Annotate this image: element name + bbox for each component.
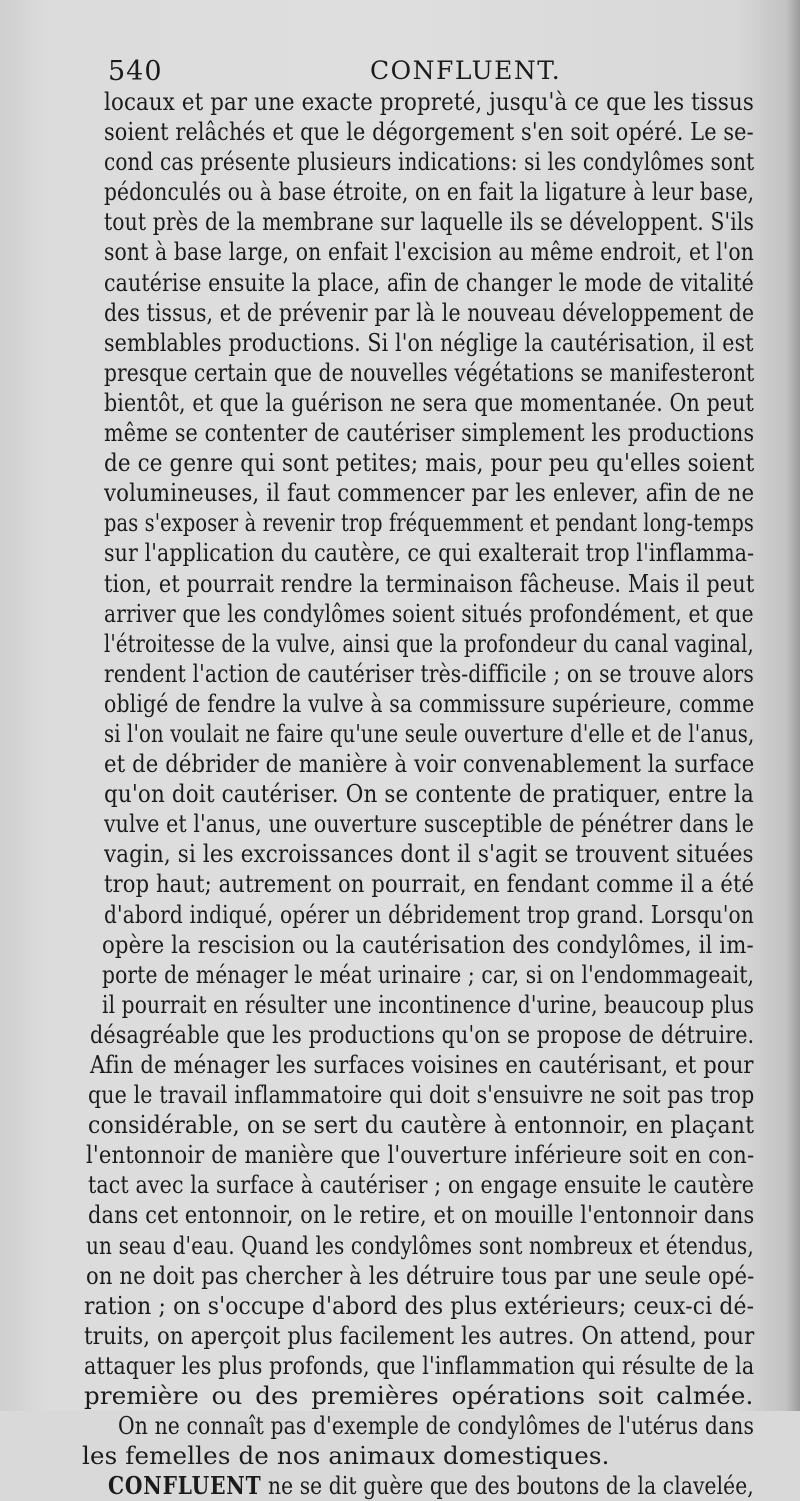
text-line-content: On ne connaît pas d'exemple de condylômes de l'utérus dans <box>118 1411 755 1441</box>
text-line-content: qu'on doit cautériser. On se contente de pratiquer, entre la <box>104 779 754 809</box>
text-line <box>87 508 755 538</box>
text-line <box>86 628 754 659</box>
text-line <box>85 478 755 508</box>
text-line-content: pas s'exposer à revenir trop fréquemment et pendant long-temps <box>104 508 755 538</box>
body-text <box>82 87 772 1501</box>
text-line-content: soient relâchés et que le dégorgement s'en soit opéré. Le se- <box>104 117 754 147</box>
text-line-content: on ne doit pas chercher à les détruire tous par une seule opé- <box>86 1260 755 1290</box>
running-head <box>104 52 764 88</box>
text-line <box>85 779 754 809</box>
text-line <box>86 598 754 629</box>
text-line <box>85 749 755 779</box>
text-line-content: un seau d'eau. Quand les condylômes sont nombreux et étendus, <box>86 1230 754 1260</box>
text-line-content: tion, et pourrait rendre la terminaison fâcheuse. Mais il peut <box>104 568 755 598</box>
text-line <box>85 448 755 478</box>
text-line-content: cond cas présente plusieurs indications: si les condylômes sont <box>104 147 755 177</box>
text-line-content: arriver que les condylômes soient situés profondément, et que <box>104 598 754 628</box>
text-line-content: les femelles de nos animaux domestiques. <box>82 1441 610 1471</box>
text-line-content: rendent l'action de cautériser très-difficile ; on se trouve alors <box>104 658 754 688</box>
text-line-content: opère la rescision ou la cautérisation des condylômes, il im- <box>102 929 754 959</box>
text-line-content: même se contenter de cautériser simplement les productions <box>104 418 755 448</box>
text-line <box>82 1381 772 1411</box>
text-line-content: sont à base large, on enfait l'excision au même endroit, et l'on <box>104 237 755 267</box>
text-line <box>82 1350 755 1381</box>
text-line-content: première ou des premières opérations soit calmée. <box>84 1381 754 1411</box>
text-line-content: vagin, si les excroissances dont il s'agit se trouvent situées <box>104 839 754 869</box>
text-line-content: volumineuses, il faut commencer par les enlever, afin de ne <box>104 478 755 508</box>
text-line-content: de ce genre qui sont petites; mais, pour peu qu'elles soient <box>104 448 755 478</box>
entry-headword: CONFLUENT <box>108 1471 262 1501</box>
text-line <box>86 297 755 328</box>
text-line-content: bientôt, et que la guérison ne sera que momentanée. On peut <box>104 387 754 417</box>
text-line <box>83 1110 755 1140</box>
text-line-content: semblables productions. Si l'on néglige la cautérisation, il est <box>104 327 754 357</box>
text-line <box>86 207 755 237</box>
text-line <box>85 929 754 960</box>
page-number: 540 <box>108 56 163 87</box>
text-line <box>86 718 755 749</box>
text-line <box>86 177 755 207</box>
text-line <box>86 327 754 358</box>
text-line-content: Afin de ménager les surfaces voisines en cautérisant, et pour <box>90 1050 754 1079</box>
text-line <box>82 1441 772 1471</box>
text-line-content: presque certain que de nouvelles végétations se manifesteront <box>104 357 755 387</box>
text-line <box>85 568 755 599</box>
text-line-content: et de débrider de manière à voir convenablement la surface <box>104 749 755 779</box>
text-line-content: vulve et l'anus, une ouverture susceptible de pénétrer dans le <box>104 809 755 839</box>
text-line <box>83 1170 755 1200</box>
text-line-content: truits, on aperçoit plus facilement les autres. On attend, pour <box>84 1320 755 1350</box>
text-line-content: l'étroitesse de la vulve, ainsi que la profondeur du canal vaginal, <box>104 628 754 658</box>
text-line <box>83 1019 755 1050</box>
text-line-content: si l'on voulait ne faire qu'une seule ouverture d'elle et de l'anus, <box>104 718 755 748</box>
text-line <box>87 1471 754 1501</box>
text-line <box>86 989 755 1020</box>
text-line-content: d'abord indiqué, opérer un débridement trop grand. Lorsqu'on <box>104 899 754 929</box>
text-line <box>85 869 755 899</box>
text-line-content: obligé de fendre la vulve à sa commissure supérieure, comme <box>104 688 755 718</box>
text-line-content: pédonculés ou à base étroite, on en fait la ligature à leur base, <box>104 177 755 207</box>
text-line <box>82 1290 755 1321</box>
text-line <box>85 87 754 117</box>
text-line-content: tout près de la membrane sur laquelle ils se développent. S'ils <box>104 207 755 237</box>
page-edge-shadow <box>786 0 800 1411</box>
text-line <box>86 147 755 177</box>
text-line <box>83 1230 754 1261</box>
text-line <box>85 117 754 147</box>
text-line <box>86 237 755 267</box>
text-line <box>83 1200 755 1230</box>
text-line-content: cautérise ensuite la place, afin de changer le mode de vitalité <box>104 267 754 297</box>
text-line-content: désagréable que les productions qu'on se propose de détruire. <box>90 1019 755 1049</box>
text-line <box>85 418 755 448</box>
text-line <box>86 267 754 298</box>
text-line <box>86 538 755 568</box>
text-line-content: des tissus, et de prévenir par là le nouveau développement de <box>104 297 755 327</box>
text-line-content: ration ; on s'occupe d'abord des plus extérieurs; ceux-ci dé- <box>84 1290 755 1320</box>
text-line <box>86 899 754 930</box>
text-line <box>85 959 755 990</box>
text-line-content: ne se dit guère que des boutons de la clavelée, <box>261 1471 754 1501</box>
text-line <box>86 357 755 388</box>
text-line <box>83 1260 755 1291</box>
text-line-content: porte de ménager le méat urinaire ; car, si on l'endommageait, <box>102 959 755 989</box>
text-line-content: l'entonnoir de manière que l'ouverture inférieure soit en con- <box>86 1140 755 1170</box>
text-line-content: que le travail inflammatoire qui doit s'ensuivre ne soit pas trop <box>88 1080 755 1110</box>
text-line <box>86 688 755 719</box>
text-line-content: trop haut; autrement on pourrait, en fendant comme il a été <box>104 869 755 899</box>
running-title: CONFLUENT. <box>370 56 562 85</box>
text-line <box>85 839 754 869</box>
text-line-content: tact avec la surface à cautériser ; on engage ensuite le cautère <box>88 1170 755 1200</box>
text-line <box>83 1050 754 1080</box>
text-line-content: sur l'application du cautère, ce qui exalterait trop l'inflamma- <box>104 538 755 568</box>
text-line <box>83 1080 755 1110</box>
text-line-content: attaquer les plus profonds, que l'inflammation qui résulte de la <box>84 1350 755 1380</box>
text-line-content: locaux et par une exacte propreté, jusqu'à ce que les tissus <box>104 87 754 116</box>
text-line-content: il pourrait en résulter une incontinence d'urine, beaucoup plus <box>102 989 755 1019</box>
text-line <box>82 1320 755 1351</box>
text-line <box>88 1411 755 1441</box>
text-line <box>86 809 755 839</box>
text-line <box>86 658 754 689</box>
text-line-content: dans cet entonnoir, on le retire, et on mouille l'entonnoir dans <box>88 1200 755 1230</box>
text-line <box>83 1140 755 1170</box>
text-line <box>86 387 754 418</box>
text-line-content: considérable, on se sert du cautère à entonnoir, en plaçant <box>88 1110 755 1140</box>
